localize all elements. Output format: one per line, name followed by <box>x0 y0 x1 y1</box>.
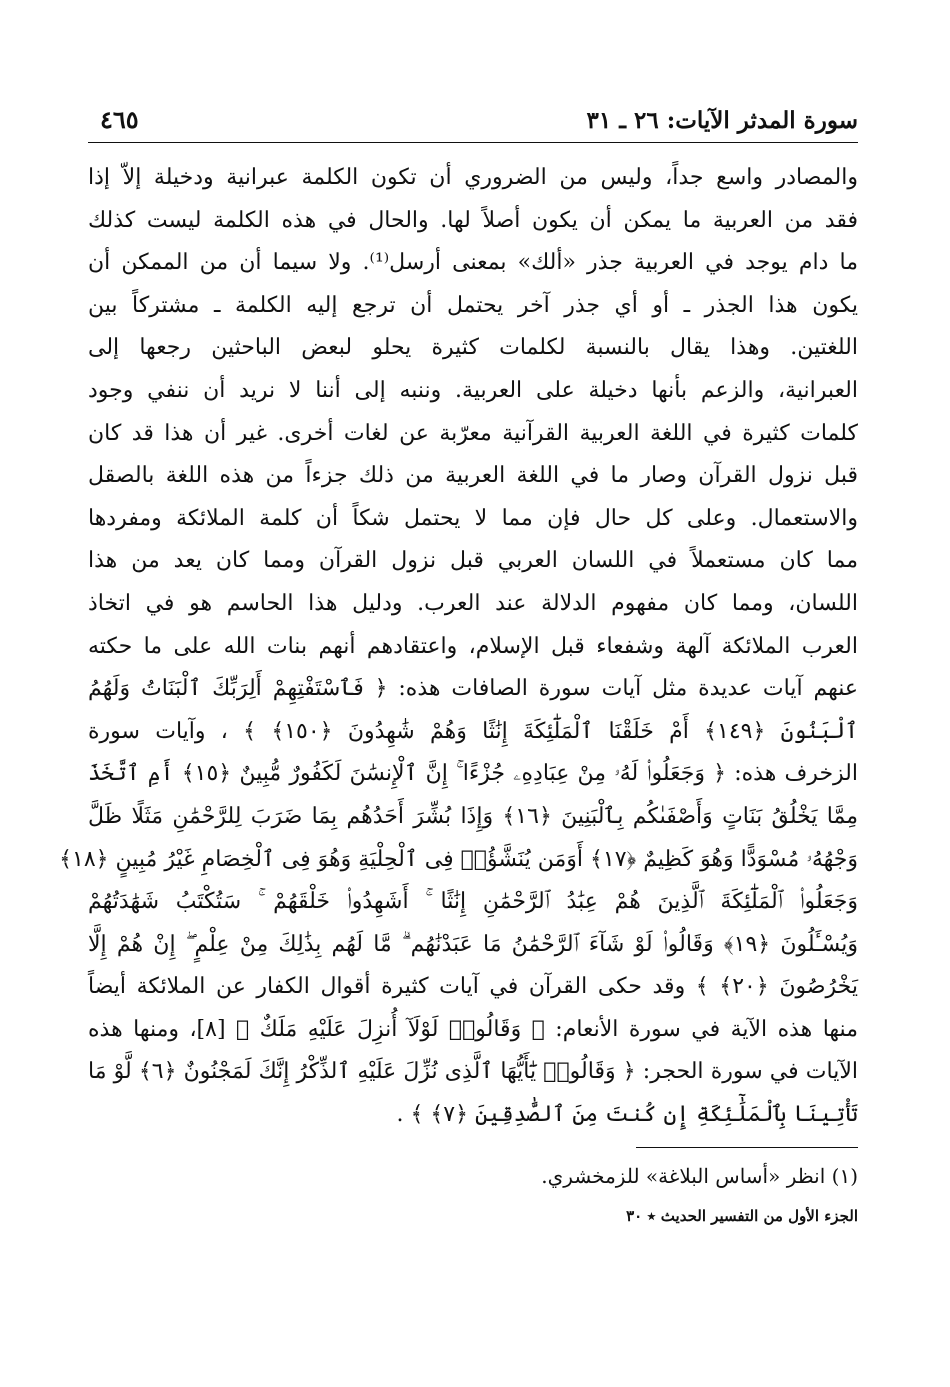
running-title: سورة المدثر الآيات: ٢٦ ـ ٣١ <box>586 107 858 134</box>
text-line: مما كان مستعملاً في اللسان العربي قبل نزول القرآن ومما كان يعد من هذا <box>88 548 858 574</box>
page-header <box>88 100 858 143</box>
text-line: يكون هذا الجذر ـ أو أي جذر آخر يحتمل أن ترجع إليه الكلمة ـ مشتركاً بين <box>88 292 858 318</box>
text-line: والمصادر واسع جداً، وليس من الضروري أن تكون الكلمة عبرانية ودخيلة إلاّ إذا <box>88 165 858 190</box>
quran-line: وَيُسْـَٔلُونَ ﴿١٩﴾ وَقَالُوا۟ لَوْ شَآءَ ٱلرَّحْمَٰنُ مَا عَبَدْنَٰهُم ۗ مَّا لَهُم بِذَٰلِكَ مِنْ عِلْمٍ ۖ إِنْ هُمْ إِلَّا <box>88 931 858 957</box>
body-text <box>59 157 859 1137</box>
text-line: كلمات كثيرة في اللغة العربية القرآنية معرّبة عن لغات أخرى. غير أن هذا قد كان <box>88 420 858 446</box>
text-line: العبرانية، والزعم بأنها دخيلة على العربية. وننبه إلى أننا لا نريد أن ننفي وجود <box>88 377 858 403</box>
quran-line: تَأْتِينَا بِٱلْمَلَٰٓئِكَةِ إِن كُنتَ مِنَ ٱلصَّٰدِقِينَ ﴿٧﴾ ﴾ . <box>396 1102 858 1128</box>
quran-line: الزخرف هذه: ﴿ وَجَعَلُوا۟ لَهُۥ مِنْ عِبَادِهِۦ جُزْءًا ۚ إِنَّ ٱلْإِنسَٰنَ لَكَفُورٌ مُّبِينٌ ﴿١٥﴾ أَمِ ٱتَّخَذَ <box>88 761 858 787</box>
footnote: (١) انظر «أساس البلاغة» للزمخشري. <box>541 1163 858 1188</box>
quran-line: مِمَّا يَخْلُقُ بَنَاتٍ وَأَصْفَىٰكُم بِٱلْبَنِينَ ﴿١٦﴾ وَإِذَا بُشِّرَ أَحَدُهُم بِمَا ضَرَبَ لِلرَّحْمَٰنِ مَثَلًا ظَلَّ <box>88 803 859 829</box>
text-line: يَخْرُصُونَ ﴿٢٠﴾ ﴾ وقد حكى القرآن في آيات كثيرة أقوال الكفار عن الملائكة أيضاً <box>88 974 858 1000</box>
text-line: ما دام يوجد في العربية جذر «ألك» بمعنى أرسل⁽¹⁾. ولا سيما أن من الممكن أن <box>88 250 858 276</box>
footnote-divider <box>636 1147 858 1148</box>
text-line: منها هذه الآية في سورة الأنعام: ﴿ وَقَالُوا۟ لَوْلَآ أُنزِلَ عَلَيْهِ مَلَكٌ ﴾ [٨]، ومنها هذه <box>88 1016 858 1042</box>
quran-line: ٱلْبَنُونَ ﴿١٤٩﴾ أَمْ خَلَقْنَا ٱلْمَلَٰٓئِكَةَ إِنَٰثًا وَهُمْ شَٰهِدُونَ ﴿١٥٠﴾ ﴾ ، وآيات سورة <box>88 718 858 744</box>
book-page <box>59 100 859 1226</box>
text-line: والاستعمال. وعلى كل حال فإن مما لا يحتمل شكاً أن كلمة الملائكة ومفردها <box>88 505 858 531</box>
quran-line: الآيات في سورة الحجر: ﴿ وَقَالُوا۟ يَٰٓأَيُّهَا ٱلَّذِى نُزِّلَ عَلَيْهِ ٱلذِّكْرُ إِنَّكَ لَمَجْنُونٌ ﴿٦﴾ لَّوْ مَا <box>88 1059 858 1085</box>
text-line: قبل نزول القرآن وصار ما في اللغة العربية من ذلك جزءاً من هذه اللغة بالصقل <box>88 463 858 489</box>
page-number: ٤٦٥ <box>100 105 139 134</box>
quran-line: وَجْهُهُۥ مُسْوَدًّا وَهُوَ كَظِيمٌ ﴿١٧﴾ أَوَمَن يُنَشَّؤُا۟ فِى ٱلْحِلْيَةِ وَهُوَ فِى ٱلْخِصَامِ غَيْرُ مُبِينٍ ﴿١٨﴾ <box>59 846 858 872</box>
text-line: فقد من العربية ما يمكن أن يكون أصلاً لها. والحال في هذه الكلمة ليست كذلك <box>88 207 858 233</box>
text-line: اللسان، ومما كان مفهوم الدلالة عند العرب. ودليل هذا الحاسم هو في اتخاذ <box>88 590 858 616</box>
quran-line: عنهم آيات عديدة مثل آيات سورة الصافات هذه: ﴿ فَٱسْتَفْتِهِمْ أَلِرَبِّكَ ٱلْبَنَاتُ وَلَهُمُ <box>88 676 858 702</box>
text-line: العرب الملائكة آلهة وشفعاء قبل الإسلام، واعتقادهم أنهم بنات الله على ما حكته <box>88 633 858 659</box>
text-line: اللغتين. وهذا يقال بالنسبة لكلمات كثيرة يحلو لبعض الباحثين رجعها إلى <box>88 335 858 361</box>
quran-line: وَجَعَلُوا۟ ٱلْمَلَٰٓئِكَةَ ٱلَّذِينَ هُمْ عِبَٰدُ ٱلرَّحْمَٰنِ إِنَٰثًا ۚ أَشَهِدُوا۟ خَلْقَهُمْ ۚ سَتُكْتَبُ شَهَٰدَتُهُمْ <box>88 889 858 915</box>
signature-line: الجزء الأول من التفسير الحديث ٭ ٣٠ <box>626 1206 858 1225</box>
